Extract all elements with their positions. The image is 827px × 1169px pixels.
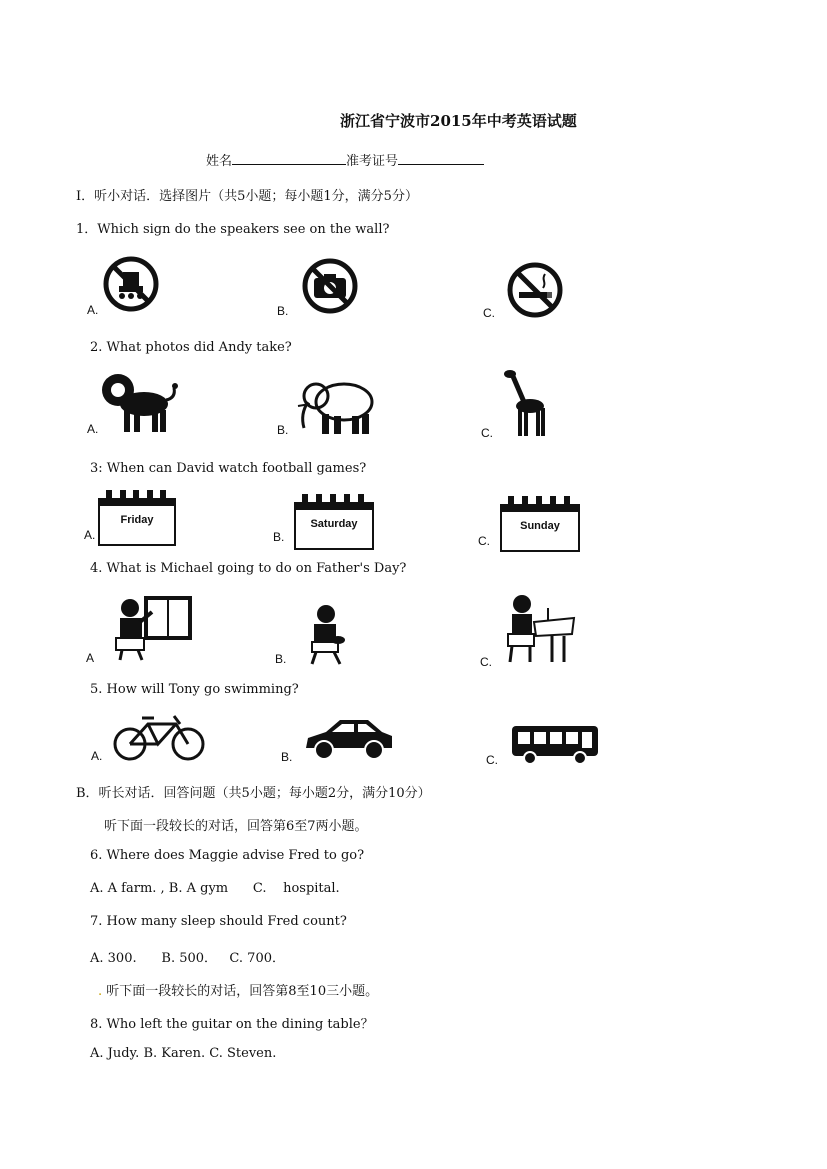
- page-title: 浙江省宁波市2015年中考英语试题: [340, 112, 577, 130]
- calendar-saturday: [294, 494, 374, 544]
- giraffe-icon: [502, 368, 552, 438]
- no-skating-sign-icon: [103, 256, 159, 312]
- id-blank[interactable]: [398, 152, 484, 165]
- bicycle-icon: [112, 712, 206, 762]
- q5-option-b-label: B.: [281, 750, 293, 764]
- id-label: 准考证号: [346, 154, 399, 169]
- boy-washing-dishes-icon: [502, 594, 578, 666]
- bullet-dot-icon: .: [98, 984, 103, 999]
- q5-option-a-label: A.: [91, 749, 103, 763]
- q5-option-c-label: C.: [486, 753, 498, 767]
- question-7-text: 7. How many sleep should Fred count?: [90, 914, 347, 929]
- q2-option-b-label: B.: [277, 423, 289, 437]
- instruction-q8-10-line: [98, 980, 378, 999]
- calendar-friday-label: Friday: [120, 514, 154, 526]
- question-7-answers: A. 300. B. 500． C. 700．: [90, 951, 285, 966]
- instruction-q8-10: 听下面一段较长的对话，回答第8至10三小题。: [106, 984, 379, 999]
- question-1-text: 1．Which sign do the speakers see on the wall?: [76, 222, 390, 237]
- question-2-text: 2. What photos did Andy take?: [90, 340, 292, 355]
- q1-option-c-label: C.: [483, 306, 495, 320]
- q2-option-a-label: A.: [87, 422, 99, 436]
- calendar-friday: [98, 490, 176, 540]
- bus-icon: [510, 724, 600, 766]
- q4-option-c-label: C.: [480, 655, 492, 669]
- calendar-sunday-label: Sunday: [520, 520, 560, 532]
- lion-icon: [98, 372, 182, 434]
- q3-option-c-label: C.: [478, 534, 490, 548]
- section-1-heading: I．听小对话．选择图片（共5小题；每小题1分，满分5分）: [76, 189, 418, 204]
- question-8-answers: A. Judy. B. Karen. C. Steven.: [90, 1046, 277, 1061]
- question-5-text: 5. How will Tony go swimming?: [90, 682, 299, 697]
- q3-option-a-label: A.: [84, 528, 96, 542]
- question-3-text: 3: When can David watch football games?: [90, 461, 367, 476]
- q3-option-b-label: B.: [273, 530, 285, 544]
- q1-option-b-label: B.: [277, 304, 289, 318]
- candidate-info-line: [206, 150, 484, 169]
- q1-option-a-label: A.: [87, 303, 99, 317]
- q4-option-b-label: B.: [275, 652, 287, 666]
- instruction-q6-7: 听下面一段较长的对话，回答第6至7两小题。: [104, 819, 368, 834]
- question-8-text: 8. Who left the guitar on the dining table？: [90, 1017, 374, 1032]
- boy-washing-shoe-icon: [304, 604, 348, 666]
- name-label: 姓名: [206, 154, 233, 169]
- boy-cleaning-window-icon: [106, 596, 192, 662]
- no-smoking-sign-icon: [507, 262, 563, 318]
- question-6-text: 6. Where does Maggie advise Fred to go?: [90, 848, 365, 863]
- elephant-icon: [296, 374, 380, 436]
- calendar-sunday: [500, 496, 580, 546]
- question-4-text: 4. What is Michael going to do on Father's Day?: [90, 561, 407, 576]
- no-photo-sign-icon: [302, 258, 358, 314]
- calendar-saturday-label: Saturday: [310, 518, 358, 530]
- name-blank[interactable]: [232, 152, 346, 165]
- car-icon: [302, 716, 396, 762]
- q2-option-c-label: C.: [481, 426, 493, 440]
- question-6-answers: A. A farm. , B. A gym C. hospital.: [90, 881, 340, 896]
- q4-option-a-label: A: [86, 651, 95, 665]
- section-b-heading: B．听长对话．回答问题（共5小题；每小题2分，满分10分）: [76, 786, 431, 801]
